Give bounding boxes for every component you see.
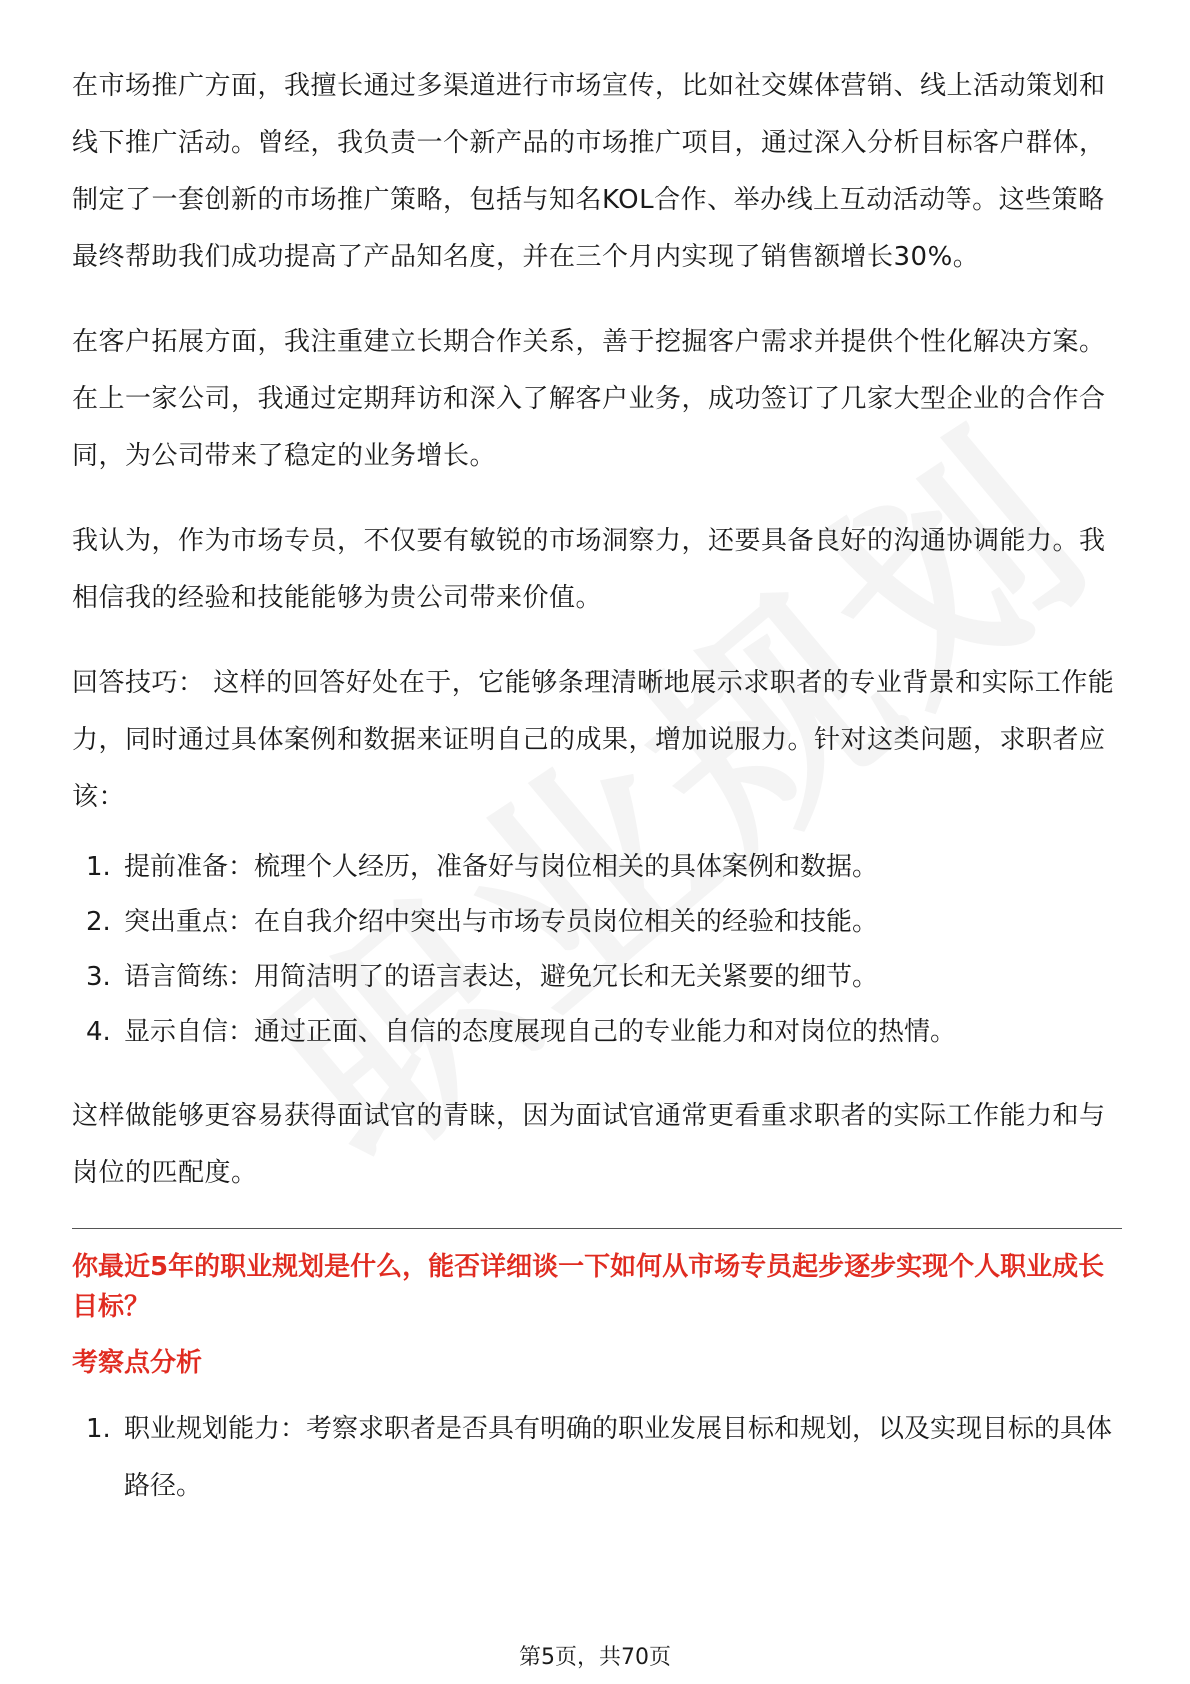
list-item — [72, 895, 1122, 950]
tips-list — [72, 840, 1122, 1060]
list-text: 职业规划能力：考察求职者是否具有明确的职业发展目标和规划，以及实现目标的具体路径。 — [124, 1414, 1113, 1501]
list-text: 突出重点：在自我介绍中突出与市场专员岗位相关的经验和技能。 — [124, 907, 879, 937]
paragraph-answer-tips: 回答技巧： 这样的回答好处在于，它能够条理清晰地展示求职者的专业背景和实际工作能力，同时通过具体案例和数据来证明自己的成果，增加说服力。针对这类问题，求职者应该： — [72, 668, 1115, 812]
list-item — [72, 950, 1122, 1005]
list-text: 语言简练：用简洁明了的语言表达，避免冗长和无关紧要的细节。 — [124, 962, 879, 992]
analysis-heading: 考察点分析 — [72, 1348, 203, 1378]
list-number: 1. — [86, 1414, 111, 1444]
list-text: 提前准备：梳理个人经历，准备好与岗位相关的具体案例和数据。 — [124, 852, 879, 882]
list-text: 显示自信：通过正面、自信的态度展现自己的专业能力和对岗位的热情。 — [124, 1017, 957, 1047]
list-number: 1. — [86, 852, 111, 882]
analysis-list — [72, 1401, 1122, 1515]
question-heading: 你最近5年的职业规划是什么，能否详细谈一下如何从市场专员起步逐步实现个人职业成长目标？ — [72, 1252, 1105, 1322]
list-number: 2. — [86, 907, 111, 937]
list-number: 4. — [86, 1017, 111, 1047]
paragraph-marketing: 在市场推广方面，我擅长通过多渠道进行市场宣传，比如社交媒体营销、线上活动策划和线下推广活动。曾经，我负责一个新产品的市场推广项目，通过深入分析目标客户群体，制定了一套创新的市场推广策略，包括与知名KOL合作、举办线上互动活动等。这些策略最终帮助我们成功提高了产品知名度，并在三个月内实现了销售额增长30%。 — [72, 71, 1106, 272]
paragraph-opinion: 我认为，作为市场专员，不仅要有敏锐的市场洞察力，还要具备良好的沟通协调能力。我相信我的经验和技能能够为贵公司带来价值。 — [72, 526, 1106, 613]
paragraph-customers: 在客户拓展方面，我注重建立长期合作关系，善于挖掘客户需求并提供个性化解决方案。在上一家公司，我通过定期拜访和深入了解客户业务，成功签订了几家大型企业的合作合同，为公司带来了稳定的业务增长。 — [72, 327, 1106, 471]
list-item — [72, 1401, 1122, 1515]
page-number: 第5页，共70页 — [519, 1645, 671, 1670]
list-number: 3. — [86, 962, 111, 992]
section-divider — [72, 1228, 1122, 1229]
document-body — [72, 58, 1122, 1515]
paragraph-conclusion: 这样做能够更容易获得面试官的青睐，因为面试官通常更看重求职者的实际工作能力和与岗位的匹配度。 — [72, 1101, 1106, 1188]
list-item — [72, 840, 1122, 895]
list-item — [72, 1005, 1122, 1060]
